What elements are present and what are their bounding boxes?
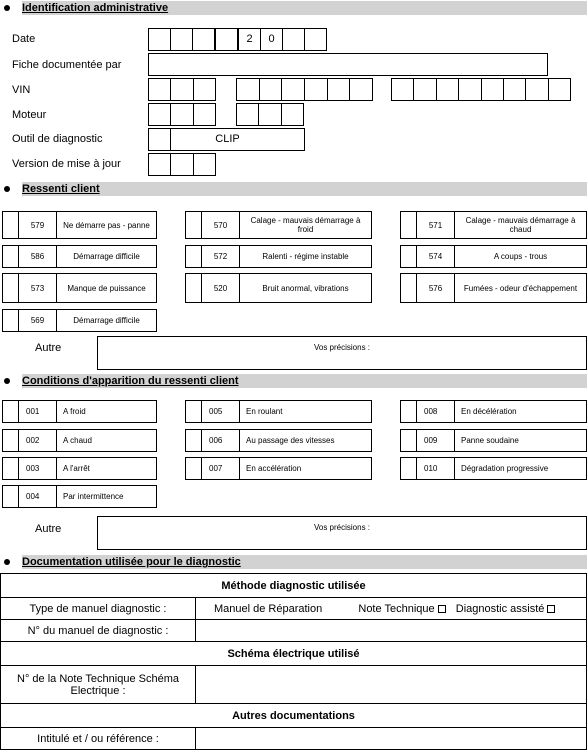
symptom-code: 573	[19, 274, 57, 302]
symptom-text: A coups - trous	[493, 252, 548, 261]
vin-field-part2[interactable]	[236, 78, 373, 101]
vin-cell[interactable]	[171, 79, 193, 100]
vin-cell[interactable]	[350, 79, 372, 100]
version-cell[interactable]	[171, 154, 193, 175]
symptom-574[interactable]	[400, 245, 587, 268]
symptom-text: Calage - mauvais démarrage à chaud	[465, 216, 576, 234]
moteur-field-part1[interactable]	[148, 103, 216, 126]
section-title-ressenti: Ressenti client	[22, 183, 100, 195]
methode-header: Méthode diagnostic utilisée	[1, 574, 587, 598]
condition-text: En décélération	[461, 407, 517, 416]
date-cell[interactable]	[171, 29, 193, 50]
condition-text: A chaud	[63, 436, 92, 445]
fiche-label: Fiche documentée par	[12, 59, 122, 71]
vin-cell[interactable]	[194, 79, 215, 100]
vin-cell[interactable]	[149, 79, 171, 100]
section-bar	[22, 182, 587, 196]
num-manuel-label: N° du manuel de diagnostic :	[1, 620, 196, 642]
moteur-label: Moteur	[12, 109, 47, 121]
symptom-checkbox[interactable]	[186, 212, 202, 238]
symptom-checkbox[interactable]	[186, 274, 202, 302]
section-title-conditions: Conditions d'apparition du ressenti client	[22, 375, 239, 387]
option-diagnostic-assiste[interactable]: Diagnostic assisté	[455, 602, 545, 615]
condition-text: Par intermittence	[63, 492, 124, 501]
symptom-text: Ralenti - régime instable	[262, 252, 349, 261]
vin-cell[interactable]	[482, 79, 504, 100]
symptom-code: 586	[19, 246, 57, 267]
date-cell[interactable]	[216, 29, 239, 50]
symptom-checkbox[interactable]	[401, 246, 417, 267]
condition-008[interactable]	[400, 400, 587, 423]
num-manuel-field[interactable]	[196, 620, 587, 642]
condition-code: 008	[417, 401, 455, 422]
moteur-cell[interactable]	[282, 104, 303, 125]
condition-code: 002	[19, 430, 57, 451]
date-cell[interactable]	[283, 29, 305, 50]
vin-cell[interactable]	[414, 79, 436, 100]
date-cell[interactable]	[305, 29, 326, 50]
vin-label: VIN	[12, 84, 31, 96]
date-field[interactable]	[148, 28, 327, 51]
condition-code: 010	[417, 458, 455, 479]
condition-text: En roulant	[246, 407, 283, 416]
condition-checkbox[interactable]	[186, 458, 202, 479]
version-field[interactable]	[148, 153, 216, 176]
symptom-code: 520	[202, 274, 240, 302]
condition-code: 003	[19, 458, 57, 479]
condition-text: Dégradation progressive	[461, 464, 549, 473]
symptom-text: Démarrage difficile	[73, 316, 140, 325]
outil-field[interactable]	[148, 128, 305, 151]
vin-cell[interactable]	[504, 79, 526, 100]
symptom-520[interactable]	[185, 273, 372, 303]
symptom-text: Bruit anormal, vibrations	[262, 283, 349, 293]
moteur-field-part2[interactable]	[236, 103, 304, 126]
vin-cell[interactable]	[526, 79, 548, 100]
symptom-checkbox[interactable]	[3, 310, 19, 331]
vin-field-part3[interactable]	[391, 78, 571, 101]
condition-code: 006	[202, 430, 240, 451]
outil-prefix-cell[interactable]	[149, 129, 171, 150]
condition-001[interactable]	[2, 400, 157, 423]
section-title-identification: Identification administrative	[22, 2, 169, 14]
moteur-cell[interactable]	[194, 104, 215, 125]
symptom-checkbox[interactable]	[3, 246, 19, 267]
vin-cell[interactable]	[328, 79, 351, 100]
section-bullet	[4, 378, 10, 384]
date-cell[interactable]	[193, 29, 216, 50]
symptom-checkbox[interactable]	[401, 274, 417, 302]
condition-009[interactable]	[400, 429, 587, 452]
symptom-code: 576	[417, 274, 455, 302]
symptom-text: Démarrage difficile	[73, 252, 140, 261]
symptom-573[interactable]	[2, 273, 157, 303]
condition-code: 005	[202, 401, 240, 422]
symptom-text: Calage - mauvais démarrage à froid	[250, 216, 361, 234]
symptom-572[interactable]	[185, 245, 372, 268]
condition-text: A froid	[63, 407, 86, 416]
symptom-text: Ne démarre pas - panne	[63, 220, 150, 230]
condition-010[interactable]	[400, 457, 587, 480]
symptom-code: 571	[417, 212, 455, 238]
section-bullet	[4, 5, 10, 11]
symptom-code: 569	[19, 310, 57, 331]
symptom-569[interactable]	[2, 309, 157, 332]
option-manuel-reparation[interactable]: Manuel de Réparation	[214, 602, 323, 615]
version-cell[interactable]	[149, 154, 171, 175]
condition-006[interactable]	[185, 429, 372, 452]
symptom-checkbox[interactable]	[401, 212, 417, 238]
symptom-checkbox[interactable]	[186, 246, 202, 267]
vin-cell[interactable]	[459, 79, 481, 100]
vin-field-part1[interactable]	[148, 78, 216, 101]
condition-checkbox[interactable]	[3, 430, 19, 451]
intitule-field[interactable]	[196, 728, 587, 750]
condition-checkbox[interactable]	[3, 401, 19, 422]
condition-text: Au passage des vitesses	[246, 436, 335, 445]
symptom-code: 572	[202, 246, 240, 267]
version-label: Version de mise à jour	[12, 158, 121, 170]
note-schema-label: N° de la Note Technique Schéma Electrique :	[1, 666, 196, 704]
date-cell[interactable]	[149, 29, 171, 50]
section-bullet	[4, 559, 10, 565]
moteur-cell[interactable]	[259, 104, 281, 125]
checkbox-note-technique[interactable]	[438, 605, 446, 613]
type-manuel-options	[196, 598, 587, 620]
autres-header: Autres documentations	[1, 704, 587, 728]
vin-cell[interactable]	[392, 79, 414, 100]
date-cell[interactable]: 2	[239, 29, 261, 50]
symptom-579[interactable]	[2, 211, 157, 239]
condition-007[interactable]	[185, 457, 372, 480]
checkbox-diagnostic-assiste[interactable]	[547, 605, 555, 613]
symptom-586[interactable]	[2, 245, 157, 268]
condition-004[interactable]	[2, 485, 157, 508]
symptom-571[interactable]	[400, 211, 587, 239]
condition-code: 001	[19, 401, 57, 422]
condition-003[interactable]	[2, 457, 157, 480]
vin-cell[interactable]	[260, 79, 283, 100]
condition-005[interactable]	[185, 400, 372, 423]
vin-cell[interactable]	[237, 79, 260, 100]
outil-value[interactable]: CLIP	[215, 133, 240, 145]
documentation-table	[0, 573, 587, 750]
condition-checkbox[interactable]	[3, 486, 19, 507]
symptom-code: 570	[202, 212, 240, 238]
condition-002[interactable]	[2, 429, 157, 452]
condition-text: A l'arrêt	[63, 464, 90, 473]
symptom-576[interactable]	[400, 273, 587, 303]
ressenti-precisions-field[interactable]: Vos précisions :	[97, 336, 587, 370]
note-schema-field[interactable]	[196, 666, 587, 704]
moteur-cell[interactable]	[171, 104, 193, 125]
outil-label: Outil de diagnostic	[12, 133, 103, 145]
vin-cell[interactable]	[549, 79, 570, 100]
intitule-label: Intitulé et / ou référence :	[1, 728, 196, 750]
condition-text: En accélération	[246, 464, 302, 473]
condition-checkbox[interactable]	[186, 401, 202, 422]
condition-text: Panne soudaine	[461, 436, 519, 445]
vin-cell[interactable]	[437, 79, 459, 100]
section-bullet	[4, 186, 10, 192]
date-cell[interactable]: 0	[261, 29, 283, 50]
vin-cell[interactable]	[282, 79, 305, 100]
symptom-code: 579	[19, 212, 57, 238]
symptom-570[interactable]	[185, 211, 372, 239]
condition-code: 004	[19, 486, 57, 507]
condition-code: 007	[202, 458, 240, 479]
type-manuel-label: Type de manuel diagnostic :	[1, 598, 196, 620]
conditions-autre-label: Autre	[35, 523, 62, 535]
symptom-checkbox[interactable]	[3, 212, 19, 238]
symptom-text: Fumées - odeur d'échappement	[463, 283, 578, 293]
vin-cell[interactable]	[305, 79, 328, 100]
ressenti-autre-label: Autre	[35, 342, 62, 354]
version-cell[interactable]	[194, 154, 215, 175]
conditions-precisions-field[interactable]: Vos précisions :	[97, 516, 587, 550]
condition-checkbox[interactable]	[186, 430, 202, 451]
symptom-code: 574	[417, 246, 455, 267]
date-label: Date	[12, 33, 36, 45]
condition-checkbox[interactable]	[401, 430, 417, 451]
moteur-cell[interactable]	[237, 104, 259, 125]
condition-checkbox[interactable]	[401, 458, 417, 479]
symptom-text: Manque de puissance	[67, 283, 146, 293]
moteur-cell[interactable]	[149, 104, 171, 125]
condition-code: 009	[417, 430, 455, 451]
symptom-checkbox[interactable]	[3, 274, 19, 302]
option-note-technique[interactable]: Note Technique	[358, 602, 435, 615]
fiche-field[interactable]	[148, 53, 548, 76]
section-title-documentation: Documentation utilisée pour le diagnostic	[22, 556, 241, 568]
condition-checkbox[interactable]	[401, 401, 417, 422]
schema-header: Schéma électrique utilisé	[1, 642, 587, 666]
condition-checkbox[interactable]	[3, 458, 19, 479]
